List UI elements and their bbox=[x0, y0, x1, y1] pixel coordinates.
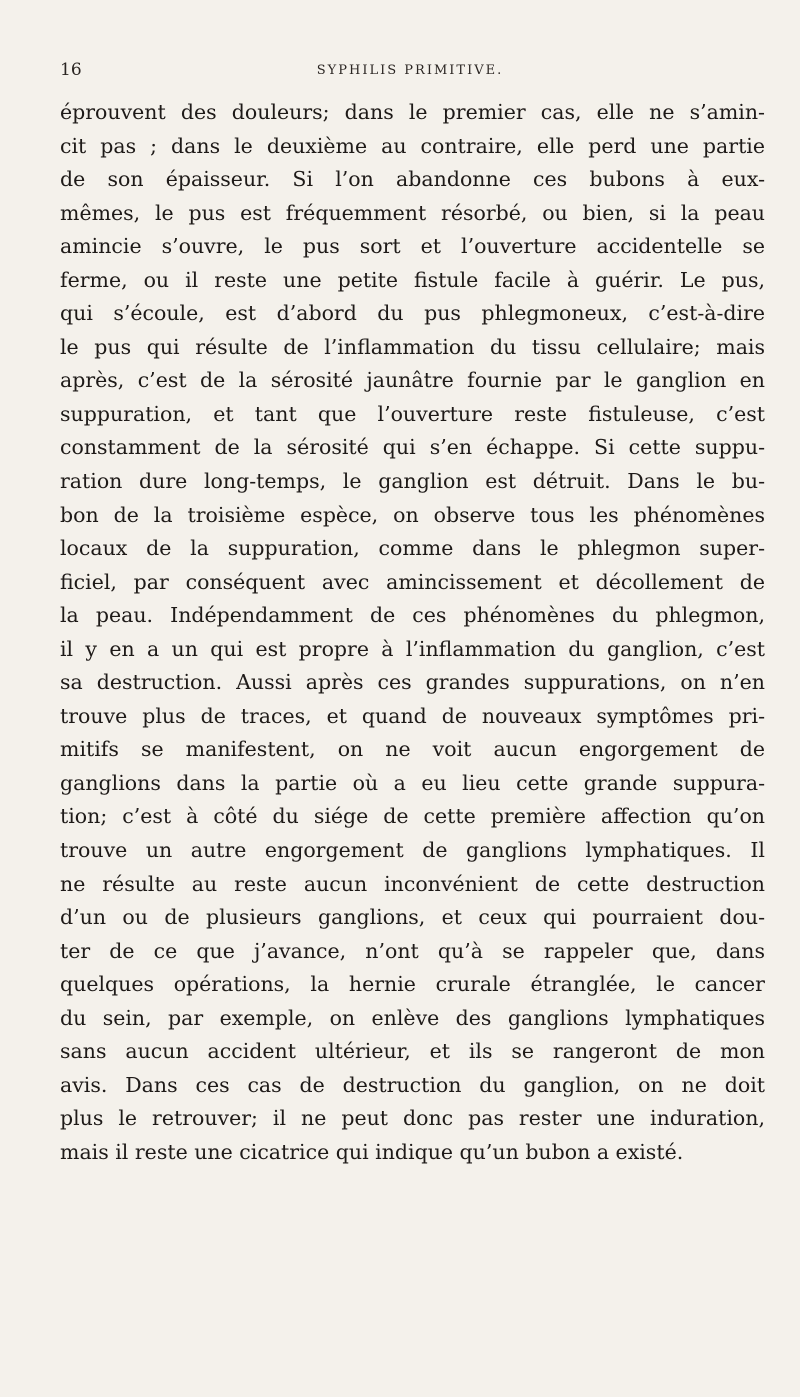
page-header bbox=[60, 60, 760, 90]
text-line: mêmes, le pus est fréquemment résorbé, ou bien, si la peau bbox=[60, 200, 765, 225]
text-line: ficiel, par conséquent avec amincissement et décollement de bbox=[60, 569, 765, 594]
text-line: du sein, par exemple, on enlève des ganglions lymphatiques bbox=[60, 1005, 765, 1030]
text-line: ne résulte au reste aucun inconvénient de cette destruction bbox=[60, 871, 765, 896]
text-line: constamment de la sérosité qui s’en échappe. Si cette suppu- bbox=[60, 435, 765, 460]
text-line: locaux de la suppuration, comme dans le phlegmon super- bbox=[60, 536, 765, 561]
text-line: d’un ou de plusieurs ganglions, et ceux qui pourraient dou- bbox=[60, 905, 765, 930]
text-line: mais il reste une cicatrice qui indique qu’un bubon a existé. bbox=[60, 1139, 684, 1164]
text-line: sans aucun accident ultérieur, et ils se rangeront de mon bbox=[60, 1039, 765, 1064]
text-line: bon de la troisième espèce, on observe tous les phénomènes bbox=[60, 502, 765, 527]
text-line: ration dure long-temps, le ganglion est détruit. Dans le bu- bbox=[60, 469, 765, 494]
text-line: mitifs se manifestent, on ne voit aucun engorgement de bbox=[60, 737, 765, 762]
text-line: quelques opérations, la hernie crurale étranglée, le cancer bbox=[60, 972, 765, 997]
text-line: ferme, ou il reste une petite fistule facile à guérir. Le pus, bbox=[60, 267, 765, 292]
text-line: il y en a un qui est propre à l’inflammation du ganglion, c’est bbox=[60, 636, 765, 661]
text-line: de son épaisseur. Si l’on abandonne ces bubons à eux- bbox=[60, 167, 765, 192]
text-line: ganglions dans la partie où a eu lieu cette grande suppura- bbox=[60, 770, 765, 795]
body-paragraph bbox=[60, 96, 765, 1170]
text-line: sa destruction. Aussi après ces grandes suppurations, on n’en bbox=[60, 670, 765, 695]
text-line: qui s’écoule, est d’abord du pus phlegmoneux, c’est-à-dire bbox=[60, 301, 765, 326]
text-line: cit pas ; dans le deuxième au contraire, elle perd une partie bbox=[60, 133, 765, 158]
text-line: amincie s’ouvre, le pus sort et l’ouverture accidentelle se bbox=[60, 234, 765, 259]
text-line: la peau. Indépendamment de ces phénomènes du phlegmon, bbox=[60, 603, 765, 628]
text-line: éprouvent des douleurs; dans le premier cas, elle ne s’amin- bbox=[60, 100, 765, 124]
text-line: ter de ce que j’avance, n’ont qu’à se rappeler que, dans bbox=[60, 938, 765, 963]
text-line: après, c’est de la sérosité jaunâtre fournie par le ganglion en bbox=[60, 368, 765, 393]
page-number: 16 bbox=[60, 60, 82, 80]
text-line: suppuration, et tant que l’ouverture reste fistuleuse, c’est bbox=[60, 401, 765, 426]
text-line: trouve un autre engorgement de ganglions lymphatiques. Il bbox=[60, 838, 765, 863]
text-line: trouve plus de traces, et quand de nouveaux symptômes pri- bbox=[60, 703, 765, 728]
text-line: plus le retrouver; il ne peut donc pas rester une induration, bbox=[60, 1106, 765, 1131]
text-line: tion; c’est à côté du siége de cette première affection qu’on bbox=[60, 804, 765, 829]
running-head: SYPHILIS PRIMITIVE. bbox=[316, 63, 504, 78]
text-line: le pus qui résulte de l’inflammation du tissu cellulaire; mais bbox=[60, 334, 765, 359]
text-line: avis. Dans ces cas de destruction du ganglion, on ne doit bbox=[60, 1072, 765, 1097]
